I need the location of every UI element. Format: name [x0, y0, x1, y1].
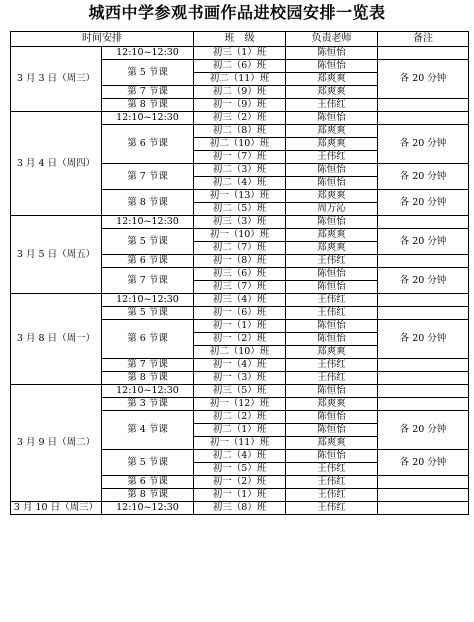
time-cell: 12:10~12:30: [102, 112, 194, 125]
note-cell: 各 20 分钟: [378, 164, 469, 190]
note-cell: 各 20 分钟: [378, 411, 469, 450]
teacher-cell: 郑爽爽: [286, 346, 378, 359]
teacher-cell: 郑爽爽: [286, 138, 378, 151]
class-cell: 初二（11）班: [194, 73, 286, 86]
note-cell: [378, 398, 469, 411]
note-cell: [378, 216, 469, 229]
class-cell: 初三（1）班: [194, 47, 286, 60]
class-cell: 初一（4）班: [194, 359, 286, 372]
time-cell: 第 3 节课: [102, 398, 194, 411]
class-cell: 初二（3）班: [194, 164, 286, 177]
teacher-cell: 王伟红: [286, 463, 378, 476]
teacher-cell: 王伟红: [286, 372, 378, 385]
class-cell: 初三（3）班: [194, 216, 286, 229]
class-cell: 初三（6）班: [194, 268, 286, 281]
time-cell: 第 8 节课: [102, 190, 194, 216]
date-cell: 3 月 4 日（周四）: [11, 112, 102, 216]
note-cell: [378, 255, 469, 268]
schedule-table: [10, 31, 469, 515]
time-cell: 第 7 节课: [102, 359, 194, 372]
teacher-cell: 王伟红: [286, 99, 378, 112]
table-row: [11, 216, 469, 229]
class-cell: 初二（10）班: [194, 346, 286, 359]
teacher-cell: 陈恒怡: [286, 216, 378, 229]
class-cell: 初二（9）班: [194, 86, 286, 99]
table-row: [11, 47, 469, 60]
note-cell: [378, 294, 469, 307]
teacher-cell: 王伟红: [286, 151, 378, 164]
class-cell: 初二（6）班: [194, 60, 286, 73]
class-cell: 初三（8）班: [194, 502, 286, 515]
class-cell: 初三（7）班: [194, 281, 286, 294]
note-cell: [378, 502, 469, 515]
teacher-cell: 王伟红: [286, 294, 378, 307]
header-teacher: 负责老师: [286, 32, 378, 47]
class-cell: 初二（2）班: [194, 411, 286, 424]
teacher-cell: 郑爽爽: [286, 190, 378, 203]
class-cell: 初一（2）班: [194, 333, 286, 346]
class-cell: 初一（11）班: [194, 437, 286, 450]
note-cell: [378, 489, 469, 502]
class-cell: 初二（4）班: [194, 450, 286, 463]
header-class: 班 级: [194, 32, 286, 47]
table-row: [11, 385, 469, 398]
teacher-cell: 陈恒怡: [286, 164, 378, 177]
class-cell: 初一（12）班: [194, 398, 286, 411]
time-cell: 第 8 节课: [102, 372, 194, 385]
teacher-cell: 陈恒怡: [286, 47, 378, 60]
class-cell: 初一（13）班: [194, 190, 286, 203]
teacher-cell: 郑爽爽: [286, 229, 378, 242]
teacher-cell: 郑爽爽: [286, 125, 378, 138]
teacher-cell: 陈恒怡: [286, 411, 378, 424]
teacher-cell: 郑爽爽: [286, 86, 378, 99]
class-cell: 初一（8）班: [194, 255, 286, 268]
class-cell: 初一（9）班: [194, 99, 286, 112]
note-cell: [378, 307, 469, 320]
class-cell: 初三（2）班: [194, 112, 286, 125]
time-cell: 第 4 节课: [102, 411, 194, 450]
class-cell: 初一（5）班: [194, 463, 286, 476]
class-cell: 初一（6）班: [194, 307, 286, 320]
header-time: 时间安排: [11, 32, 194, 47]
class-cell: 初一（1）班: [194, 489, 286, 502]
time-cell: 第 8 节课: [102, 489, 194, 502]
teacher-cell: 陈恒怡: [286, 320, 378, 333]
teacher-cell: 周万沁: [286, 203, 378, 216]
note-cell: 各 20 分钟: [378, 190, 469, 216]
note-cell: [378, 99, 469, 112]
note-cell: [378, 385, 469, 398]
teacher-cell: 王伟红: [286, 255, 378, 268]
date-cell: 3 月 5 日（周五）: [11, 216, 102, 294]
header-row: [11, 32, 469, 47]
note-cell: [378, 47, 469, 60]
teacher-cell: 陈恒怡: [286, 281, 378, 294]
note-cell: 各 20 分钟: [378, 229, 469, 255]
schedule-body: [11, 32, 469, 515]
time-cell: 第 8 节课: [102, 99, 194, 112]
teacher-cell: 王伟红: [286, 359, 378, 372]
time-cell: 12:10~12:30: [102, 502, 194, 515]
note-cell: 各 20 分钟: [378, 450, 469, 476]
teacher-cell: 郑爽爽: [286, 398, 378, 411]
teacher-cell: 陈恒怡: [286, 424, 378, 437]
note-cell: [378, 359, 469, 372]
teacher-cell: 陈恒怡: [286, 112, 378, 125]
note-cell: [378, 372, 469, 385]
teacher-cell: 王伟红: [286, 502, 378, 515]
time-cell: 12:10~12:30: [102, 216, 194, 229]
time-cell: 12:10~12:30: [102, 294, 194, 307]
class-cell: 初一（10）班: [194, 229, 286, 242]
time-cell: 第 5 节课: [102, 450, 194, 476]
date-cell: 3 月 10 日（周三）: [11, 502, 102, 515]
time-cell: 第 6 节课: [102, 476, 194, 489]
teacher-cell: 陈恒怡: [286, 177, 378, 190]
teacher-cell: 陈恒怡: [286, 268, 378, 281]
note-cell: [378, 112, 469, 125]
teacher-cell: 陈恒怡: [286, 385, 378, 398]
note-cell: 各 20 分钟: [378, 320, 469, 359]
table-row: [11, 294, 469, 307]
teacher-cell: 陈恒怡: [286, 450, 378, 463]
class-cell: 初一（3）班: [194, 372, 286, 385]
teacher-cell: 陈恒怡: [286, 333, 378, 346]
date-cell: 3 月 3 日（周三）: [11, 47, 102, 112]
time-cell: 12:10~12:30: [102, 385, 194, 398]
class-cell: 初一（1）班: [194, 320, 286, 333]
class-cell: 初二（10）班: [194, 138, 286, 151]
class-cell: 初一（7）班: [194, 151, 286, 164]
time-cell: 12:10~12:30: [102, 47, 194, 60]
class-cell: 初二（1）班: [194, 424, 286, 437]
teacher-cell: 王伟红: [286, 476, 378, 489]
class-cell: 初三（4）班: [194, 294, 286, 307]
note-cell: 各 20 分钟: [378, 60, 469, 99]
class-cell: 初二（8）班: [194, 125, 286, 138]
table-row: [11, 502, 469, 515]
note-cell: [378, 476, 469, 489]
time-cell: 第 5 节课: [102, 60, 194, 86]
note-cell: 各 20 分钟: [378, 125, 469, 164]
time-cell: 第 7 节课: [102, 164, 194, 190]
class-cell: 初三（5）班: [194, 385, 286, 398]
table-row: [11, 112, 469, 125]
note-cell: 各 20 分钟: [378, 268, 469, 294]
class-cell: 初二（7）班: [194, 242, 286, 255]
time-cell: 第 5 节课: [102, 307, 194, 320]
teacher-cell: 王伟红: [286, 489, 378, 502]
class-cell: 初二（4）班: [194, 177, 286, 190]
time-cell: 第 5 节课: [102, 229, 194, 255]
class-cell: 初一（2）班: [194, 476, 286, 489]
teacher-cell: 王伟红: [286, 307, 378, 320]
time-cell: 第 7 节课: [102, 268, 194, 294]
time-cell: 第 7 节课: [102, 86, 194, 99]
teacher-cell: 郑爽爽: [286, 73, 378, 86]
page-title: 城西中学参观书画作品进校园安排一览表: [88, 3, 386, 22]
date-cell: 3 月 9 日（周二）: [11, 385, 102, 502]
header-note: 备注: [378, 32, 469, 47]
teacher-cell: 郑爽爽: [286, 242, 378, 255]
date-cell: 3 月 8 日（周一）: [11, 294, 102, 385]
time-cell: 第 6 节课: [102, 320, 194, 359]
teacher-cell: 郑爽爽: [286, 437, 378, 450]
class-cell: 初二（5）班: [194, 203, 286, 216]
teacher-cell: 陈恒怡: [286, 60, 378, 73]
time-cell: 第 6 节课: [102, 255, 194, 268]
time-cell: 第 6 节课: [102, 125, 194, 164]
